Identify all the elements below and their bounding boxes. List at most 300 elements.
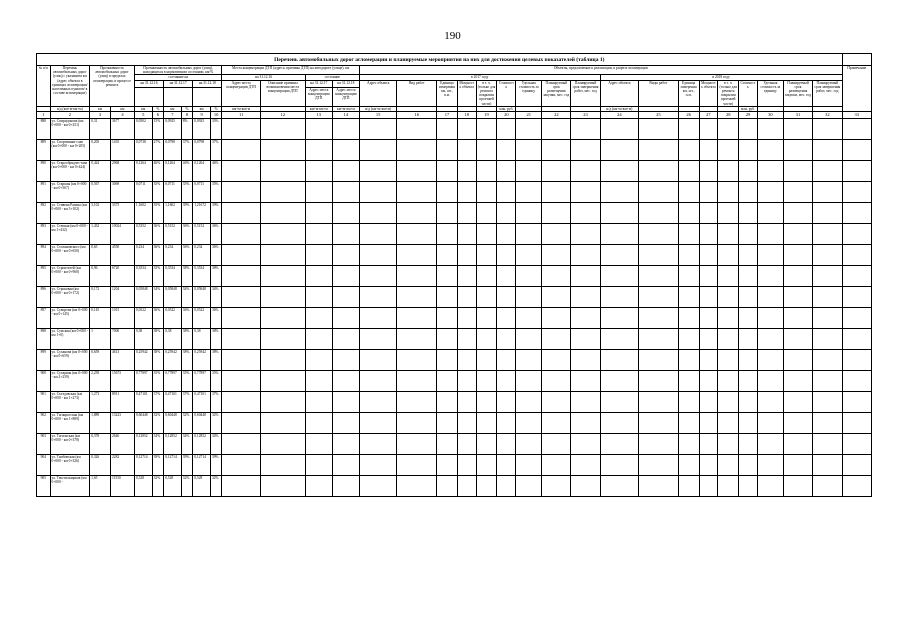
table-cell-empty [332, 392, 359, 413]
table-cell-empty [757, 308, 783, 329]
header-status-on: состояние на [134, 75, 221, 80]
table-cell-empty [842, 203, 871, 224]
table-cell-empty [437, 287, 458, 308]
table-cell-empty [678, 140, 699, 161]
table-cell-empty [699, 350, 718, 371]
table-cell-empty [260, 308, 305, 329]
table-cell-empty [571, 140, 600, 161]
table-cell-empty [718, 308, 739, 329]
table-cell-empty [437, 413, 458, 434]
table-cell-empty [457, 350, 476, 371]
table-cell: 4550 [110, 245, 134, 266]
table-row [37, 392, 872, 413]
table-cell-empty [783, 182, 812, 203]
table-cell: ул. Спиридонова (км 0+000 - км 0+251) [50, 119, 90, 140]
table-cell-empty [757, 224, 783, 245]
table-cell-empty [639, 371, 679, 392]
table-cell-empty [600, 455, 639, 476]
table-cell-empty [600, 392, 639, 413]
table-cell-empty [639, 392, 679, 413]
table-cell: 39% [152, 455, 163, 476]
table-cell-empty [739, 224, 758, 245]
table-cell: 39% [210, 203, 221, 224]
table-cell-empty [842, 371, 871, 392]
table-cell-empty [718, 245, 739, 266]
table-cell: 15673 [110, 371, 134, 392]
table-cell-empty [332, 140, 359, 161]
table-cell-empty [783, 161, 812, 182]
table-cell-empty [222, 434, 261, 455]
table-cell-empty [457, 119, 476, 140]
table-cell: 36% [152, 245, 163, 266]
table-cell: 1,1602 [134, 203, 152, 224]
table-row [37, 350, 872, 371]
table-cell-empty [739, 140, 758, 161]
table-cell-empty [305, 245, 332, 266]
table-cell-empty [678, 266, 699, 287]
table-cell: 0,0711 [164, 182, 182, 203]
table-cell-empty [739, 161, 758, 182]
table-cell: 890 [37, 161, 51, 182]
table-cell-empty [842, 287, 871, 308]
table-cell-empty [739, 308, 758, 329]
table-cell-empty [476, 308, 497, 329]
table-cell: 0,60448 [164, 413, 182, 434]
table-cell-empty [516, 434, 542, 455]
column-number: 14 [332, 112, 359, 119]
table-cell-empty [397, 392, 437, 413]
table-cell-empty [359, 350, 397, 371]
table-cell: 8% [181, 119, 192, 140]
table-cell-empty [542, 224, 571, 245]
table-cell-empty [542, 245, 571, 266]
table-cell: 0,0925 [164, 119, 182, 140]
table-cell-empty [571, 287, 600, 308]
table-cell-empty [516, 140, 542, 161]
table-cell-empty [842, 413, 871, 434]
table-cell-empty [437, 476, 458, 497]
table-cell-empty [718, 455, 739, 476]
table-cell-empty [678, 434, 699, 455]
table-cell-empty [639, 455, 679, 476]
header-cost-18: Стоимость [739, 80, 758, 106]
table-cell-empty [497, 308, 516, 329]
table-cell-empty [516, 392, 542, 413]
table-cell: 32% [181, 413, 192, 434]
table-cell: 0,378 [90, 434, 111, 455]
table-cell-empty [783, 455, 812, 476]
table-cell-empty [437, 329, 458, 350]
table-cell: 0,38 [193, 329, 211, 350]
header-year-2017: в 2017 году [359, 75, 600, 80]
table-cell-empty [783, 371, 812, 392]
table-cell: 34% [210, 434, 221, 455]
table-cell: 11550 [110, 476, 134, 497]
table-cell: 0,3534 [193, 266, 211, 287]
table-cell-empty [783, 392, 812, 413]
table-cell-empty [497, 287, 516, 308]
table-cell-empty [699, 224, 718, 245]
table-cell-empty [437, 455, 458, 476]
table-cell-empty [718, 329, 739, 350]
table-cell: 0,12714 [134, 455, 152, 476]
table-cell-empty [222, 245, 261, 266]
table-cell-empty [600, 182, 639, 203]
column-number: 3 [90, 112, 111, 119]
table-cell-empty [600, 161, 639, 182]
table-cell: 35% [210, 182, 221, 203]
table-cell-empty [332, 224, 359, 245]
table-cell-empty [222, 119, 261, 140]
table-cell-empty [718, 119, 739, 140]
header-incl: в т. ч. (только для ремонта покрытия проезжей части) [477, 80, 496, 106]
table-cell: 32% [152, 413, 163, 434]
table-cell: 898 [37, 329, 51, 350]
table-cell-empty [516, 413, 542, 434]
table-cell-empty [639, 434, 679, 455]
table-cell-empty [718, 203, 739, 224]
table-cell: 0,05848 [164, 287, 182, 308]
table-cell-empty [739, 371, 758, 392]
table-cell-empty [359, 266, 397, 287]
table-cell-empty [542, 287, 571, 308]
table-cell-empty [476, 476, 497, 497]
table-cell-empty [222, 308, 261, 329]
table-cell-empty [497, 161, 516, 182]
table-cell-empty [757, 392, 783, 413]
column-number-row [37, 112, 872, 119]
table-cell-empty [739, 182, 758, 203]
column-number: 24 [600, 112, 639, 119]
header-date-2018: на 31.12.18 [193, 80, 222, 87]
column-number: 15 [359, 112, 397, 119]
table-cell: 0,234 [134, 245, 152, 266]
table-cell-empty [739, 266, 758, 287]
table-cell: ул. Съездовская (км 0+000 - км 1+273) [50, 392, 90, 413]
table-row [37, 245, 872, 266]
table-cell-empty [842, 140, 871, 161]
table-cell-empty [359, 287, 397, 308]
table-row [37, 308, 872, 329]
table-cell: 0,172 [90, 287, 111, 308]
table-cell-empty [476, 371, 497, 392]
table-cell: 35% [152, 266, 163, 287]
table-cell-empty [437, 434, 458, 455]
table-cell: 897 [37, 308, 51, 329]
table-cell: 893 [37, 224, 51, 245]
table-cell-empty [476, 119, 497, 140]
table-cell-empty [571, 455, 600, 476]
table-cell-empty [359, 434, 397, 455]
table-cell-empty [783, 413, 812, 434]
table-cell-empty [718, 266, 739, 287]
unit-pct3: % [210, 106, 221, 111]
table-cell: 892 [37, 203, 51, 224]
table-cell: 0,31 [90, 119, 111, 140]
unit-km4: км [164, 106, 182, 111]
table-cell-empty [305, 350, 332, 371]
unit-km3: км [134, 106, 152, 111]
table-cell: 0,0925 [193, 119, 211, 140]
table-cell-empty [757, 245, 783, 266]
unit-name: н/д (км+м-км+м) [50, 106, 90, 111]
table-cell: 0,528 [134, 476, 152, 497]
table-cell: 2282 [110, 455, 134, 476]
table-cell: 3,102 [90, 203, 111, 224]
table-cell-empty [260, 413, 305, 434]
table-cell-empty [497, 203, 516, 224]
table-cell-empty [813, 455, 842, 476]
table-cell-empty [639, 161, 679, 182]
table-cell-empty [757, 161, 783, 182]
table-cell-empty [260, 161, 305, 182]
table-cell: 34% [152, 434, 163, 455]
column-number: 2 [50, 112, 90, 119]
table-cell-empty [571, 371, 600, 392]
table-cell-empty [739, 329, 758, 350]
table-cell-empty [476, 203, 497, 224]
table-cell-empty [359, 119, 397, 140]
table-cell: 0,5152 [164, 224, 182, 245]
table-cell-empty [783, 224, 812, 245]
table-cell-empty [718, 350, 739, 371]
header-note: Примечание [842, 66, 871, 112]
table-cell-empty [457, 140, 476, 161]
table-cell: 35% [210, 371, 221, 392]
table-cell-empty [783, 245, 812, 266]
header-obj-address: Адрес объекта [359, 80, 397, 106]
table-cell-empty [542, 371, 571, 392]
table-cell-empty [813, 182, 842, 203]
table-cell-empty [332, 287, 359, 308]
table-cell-empty [813, 161, 842, 182]
table-cell: ул. Сухарная (км 0+000 - км 2+239) [50, 371, 90, 392]
table-cell-empty [783, 266, 812, 287]
table-cell: 904 [37, 455, 51, 476]
unit-dtp17: км+м-км+м [305, 106, 332, 111]
table-cell: 35% [181, 371, 192, 392]
header-power: Мощность объекта [457, 80, 476, 106]
table-cell-empty [542, 308, 571, 329]
table-cell-empty [397, 413, 437, 434]
table-cell-empty [842, 455, 871, 476]
table-cell-empty [783, 434, 812, 455]
table-cell-empty [260, 476, 305, 497]
table-cell: 36% [181, 224, 192, 245]
table-cell-empty [639, 413, 679, 434]
table-cell-empty [639, 476, 679, 497]
table-cell-empty [359, 308, 397, 329]
table-cell-empty [842, 476, 871, 497]
table-cell: 36% [181, 245, 192, 266]
table-cell: 1 [90, 329, 111, 350]
column-number: 12 [260, 112, 305, 119]
table-cell-empty [678, 161, 699, 182]
table-cell: ул. Суханова (км 0+000 - км 0+659) [50, 350, 90, 371]
table-cell-empty [437, 224, 458, 245]
table-cell-empty [457, 476, 476, 497]
table-cell: 0,0502 [134, 119, 152, 140]
table-cell: 0,205 [90, 140, 111, 161]
header-blank-b [164, 87, 193, 106]
table-cell: 3069 [110, 182, 134, 203]
table-cell-empty [842, 245, 871, 266]
table-cell-empty [397, 224, 437, 245]
table-cell-empty [571, 245, 600, 266]
table-cell-empty [476, 161, 497, 182]
table-cell: 1435 [110, 140, 134, 161]
table-row [37, 203, 872, 224]
table-cell: 36% [181, 308, 192, 329]
table-cell: 35% [152, 203, 163, 224]
table-cell-empty [757, 203, 783, 224]
table-cell-empty [332, 413, 359, 434]
table-cell-empty [437, 266, 458, 287]
table-cell-empty [476, 350, 497, 371]
table-cell-empty [437, 308, 458, 329]
table-cell-empty [305, 203, 332, 224]
table-cell-empty [542, 203, 571, 224]
table-cell-empty [305, 434, 332, 455]
table-cell-empty [699, 119, 718, 140]
table-cell-empty [397, 182, 437, 203]
table-cell: 902 [37, 413, 51, 434]
table-cell: 38% [152, 329, 163, 350]
table-cell-empty [571, 266, 600, 287]
table-cell-empty [571, 119, 600, 140]
table-row [37, 140, 872, 161]
table-cell-empty [571, 413, 600, 434]
table-cell: 0,1264 [164, 161, 182, 182]
table-cell-empty [813, 287, 842, 308]
table-cell: 36% [210, 224, 221, 245]
table-cell-empty [397, 161, 437, 182]
table-cell: 32% [152, 476, 163, 497]
table-cell-empty [332, 308, 359, 329]
table-cell-empty [359, 224, 397, 245]
header-dtp-2018: на 31.12.18 [332, 80, 359, 87]
table-cell: 46% [210, 161, 221, 182]
table-cell: 0,5352 [134, 224, 152, 245]
table-cell-empty [305, 329, 332, 350]
table-cell-empty [260, 434, 305, 455]
table-cell-empty [476, 182, 497, 203]
table-cell: 0,47101 [134, 392, 152, 413]
table-cell-empty [639, 287, 679, 308]
header-date-2016: на 31.12.16 [134, 80, 163, 87]
table-cell-empty [437, 203, 458, 224]
table-cell-empty [397, 119, 437, 140]
table-cell-empty [260, 266, 305, 287]
table-cell-empty [397, 476, 437, 497]
table-cell: 34% [210, 287, 221, 308]
table-cell-empty [476, 392, 497, 413]
table-cell: 889 [37, 140, 51, 161]
column-number: 32 [813, 112, 842, 119]
table-cell-empty [476, 140, 497, 161]
table-cell-empty [783, 119, 812, 140]
table-cell: 0,424 [90, 161, 111, 182]
table-cell-empty [516, 476, 542, 497]
table-cell-empty [739, 392, 758, 413]
table-cell: 4613 [110, 350, 134, 371]
header-work-type: Вид работ [397, 80, 437, 106]
table-cell-empty [699, 161, 718, 182]
table-cell-empty [718, 224, 739, 245]
table-cell-empty [397, 287, 437, 308]
table-cell-empty [842, 182, 871, 203]
table-cell-empty [600, 203, 639, 224]
header-plan-end: Планируемый срок завершения работ, мес. год [571, 80, 600, 106]
table-cell: ул. Столяновского (км 0+000 - км 0+650) [50, 245, 90, 266]
table-cell: 0,5152 [193, 224, 211, 245]
table-cell-empty [542, 350, 571, 371]
table-row [37, 287, 872, 308]
table-cell-empty [497, 371, 516, 392]
table-cell: 0,77897 [134, 371, 152, 392]
table-cell-empty [457, 266, 476, 287]
table-cell: 1,21672 [193, 203, 211, 224]
table-cell: 36% [152, 224, 163, 245]
table-cell-empty [359, 392, 397, 413]
table-cell: 46% [181, 161, 192, 182]
table-row [37, 119, 872, 140]
header-road-name: Перечень автомобильных дорог (улиц) с указанием км (адрес объекта в границах агломерации/ населенных пунктов/ в составе агломерации) [50, 66, 90, 107]
table-cell-empty [739, 455, 758, 476]
table-cell: 0,234 [193, 245, 211, 266]
table-cell: 38% [210, 329, 221, 350]
column-number: 8 [181, 112, 192, 119]
table-cell-empty [497, 140, 516, 161]
table-cell-empty [600, 371, 639, 392]
table-row [37, 455, 872, 476]
table-cell-empty [813, 224, 842, 245]
table-cell-empty [718, 392, 739, 413]
table-cell: 37% [181, 140, 192, 161]
table-cell-empty [757, 182, 783, 203]
table-cell-empty [678, 476, 699, 497]
header-dtp: Места концентрации ДТП (адреса, причины ДТП) на автодороге (улице), км [222, 66, 360, 75]
table-cell-empty [739, 245, 758, 266]
table-cell-empty [639, 119, 679, 140]
column-number: 21 [516, 112, 542, 119]
table-cell: ул. Суворова (км 0+000 - км 0+145) [50, 308, 90, 329]
table-body [37, 119, 872, 497]
table-cell: 1,1602 [164, 203, 182, 224]
table-cell-empty [542, 329, 571, 350]
column-number: 23 [571, 112, 600, 119]
table-cell-empty [571, 434, 600, 455]
table-cell: 37% [210, 392, 221, 413]
table-cell-empty [842, 161, 871, 182]
table-cell-empty [305, 182, 332, 203]
table-cell: 0,65 [90, 245, 111, 266]
unit-mln18: млн. руб. [739, 106, 758, 111]
column-number: 26 [678, 112, 699, 119]
table-cell-empty [783, 329, 812, 350]
table-cell-empty [260, 140, 305, 161]
table-cell-empty [842, 350, 871, 371]
table-cell-empty [457, 161, 476, 182]
table-cell: 0,96 [90, 266, 111, 287]
table-cell: 900 [37, 371, 51, 392]
header-obj-address-18: Адрес объекта [600, 80, 639, 106]
column-number: 30 [757, 112, 783, 119]
table-cell-empty [757, 287, 783, 308]
table-cell-empty [457, 203, 476, 224]
table-cell-empty [260, 392, 305, 413]
header-work-type-18: Виды работ [639, 80, 679, 106]
